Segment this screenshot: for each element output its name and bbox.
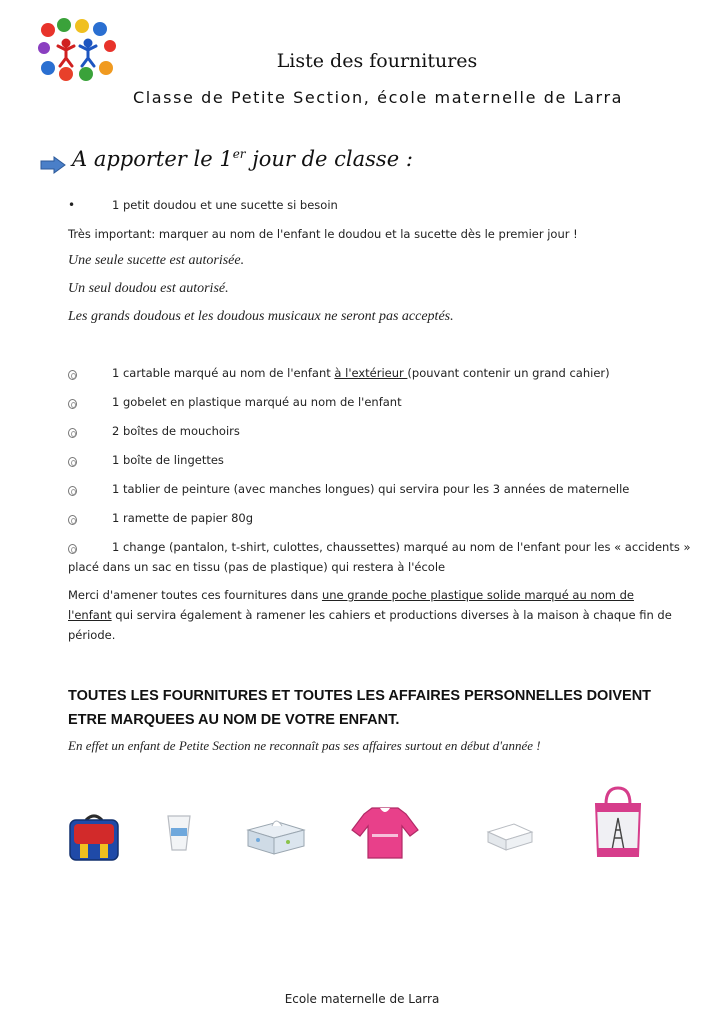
list-item-lingettes: 1 boîte de lingettes xyxy=(112,453,224,467)
note-grands-doudous: Les grands doudous et les doudous musicaux ne seront pas acceptés. xyxy=(68,309,454,324)
cartable-post: (pouvant contenir un grand cahier) xyxy=(407,366,610,380)
heading-sup: er xyxy=(232,147,246,161)
merci-underlined-1: une grande poche plastique solide marqué au nom de xyxy=(321,588,634,602)
merci-post-1: qui servira également à ramener les cahiers et productions diverses à la maison à chaque fin de xyxy=(111,608,672,622)
merci-pre: Merci d'amener toutes ces fournitures dans xyxy=(68,588,322,602)
paper-ream-icon xyxy=(484,818,534,858)
list-item-change-cont: placé dans un sac en tissu (pas de plastique) qui restera à l'école xyxy=(68,560,446,574)
spiral-bullet-icon xyxy=(68,399,77,409)
merci-line-3: période. xyxy=(68,628,116,642)
list-item-cartable xyxy=(112,366,610,380)
plastic-cup-icon xyxy=(166,814,192,856)
list-item-mouchoirs: 2 boîtes de mouchoirs xyxy=(112,424,240,438)
cartable-text: 1 cartable marqué au nom de l'enfant xyxy=(112,366,335,380)
merci-underlined-2: l'enfant xyxy=(68,608,112,622)
list-item-gobelet: 1 gobelet en plastique marqué au nom de l'enfant xyxy=(112,395,402,409)
italic-note: En effet un enfant de Petite Section ne reconnaît pas ses affaires surtout en début d'année ! xyxy=(68,738,541,753)
bold-warning: TOUTES LES FOURNITURES ET TOUTES LES AFFAIRES PERSONNELLES DOIVENT ETRE MARQUEES AU NOM DE VOTRE ENFANT. xyxy=(68,688,652,728)
note-sucette: Une seule sucette est autorisée. xyxy=(68,253,245,268)
heading-suffix: jour de classe : xyxy=(245,147,413,171)
bullet-dot: • xyxy=(68,198,76,212)
spiral-bullet-icon xyxy=(68,544,77,554)
list-item-ramette: 1 ramette de papier 80g xyxy=(112,511,254,525)
spiral-bullet-icon xyxy=(68,486,77,496)
footer-text: Ecole maternelle de Larra xyxy=(284,992,440,1006)
tote-bag-icon xyxy=(592,786,644,862)
page-title: Liste des fournitures xyxy=(276,50,478,72)
paint-apron-icon xyxy=(350,804,420,864)
school-bag-icon xyxy=(66,812,122,866)
important-note: Très important: marquer au nom de l'enfant le doudou et la sucette dès le premier jour ! xyxy=(68,227,578,241)
tissue-box-icon xyxy=(244,814,308,860)
merci-line-2 xyxy=(68,608,672,622)
spiral-bullet-icon xyxy=(68,370,77,380)
page-subtitle: Classe de Petite Section, école maternelle de Larra xyxy=(132,88,624,107)
blue-arrow-icon xyxy=(40,156,66,174)
spiral-bullet-icon xyxy=(68,457,77,467)
spiral-bullet-icon xyxy=(68,515,77,525)
cartable-underlined: à l'extérieur xyxy=(334,366,408,380)
list-item-doudou: 1 petit doudou et une sucette si besoin xyxy=(112,198,338,212)
merci-line-1 xyxy=(68,588,634,602)
note-doudou: Un seul doudou est autorisé. xyxy=(68,281,229,296)
spiral-bullet-icon xyxy=(68,428,77,438)
list-item-change: 1 change (pantalon, t-shirt, culottes, chaussettes) marqué au nom de l'enfant pour les « accidents » xyxy=(112,540,691,554)
list-item-tablier: 1 tablier de peinture (avec manches longues) qui servira pour les 3 années de maternelle xyxy=(112,482,630,496)
section-heading xyxy=(72,147,413,171)
heading-prefix: A apporter le 1 xyxy=(72,147,233,171)
